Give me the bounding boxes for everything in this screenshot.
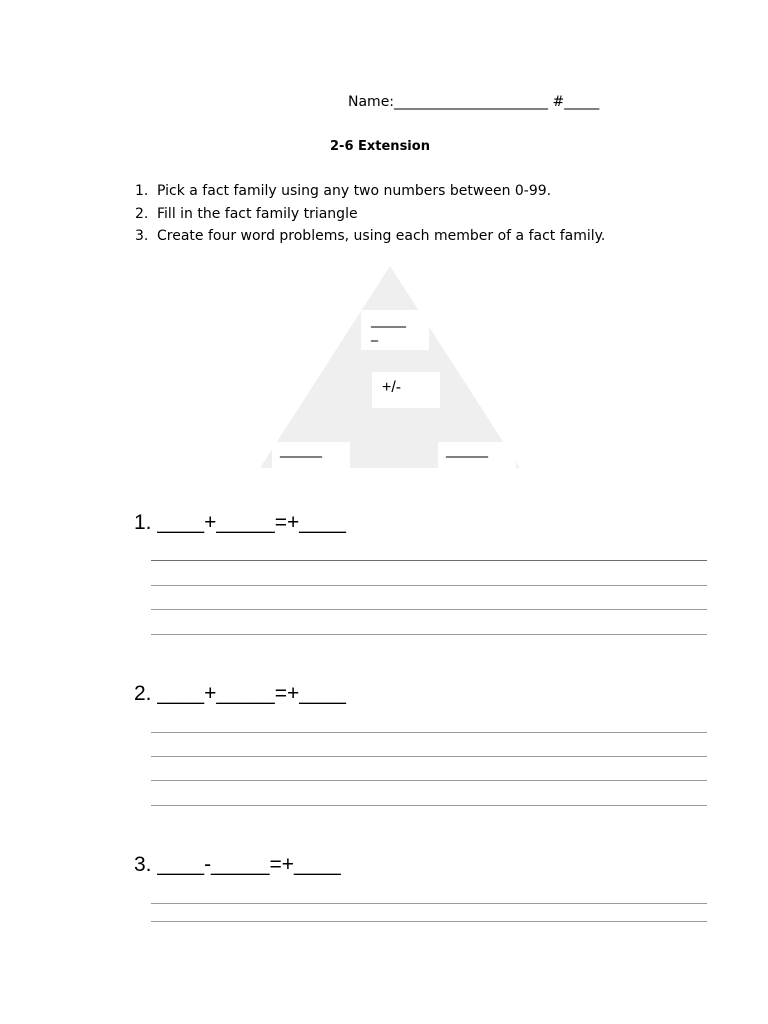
triangle-top-blank-continued: _: [371, 326, 378, 342]
writing-line[interactable]: [151, 756, 707, 757]
instructions-list: [135, 180, 605, 248]
triangle-left-box[interactable]: [272, 442, 350, 468]
triangle-fill: [260, 266, 520, 468]
name-and-number-line: Name:______________________ #_____: [348, 94, 600, 110]
problem-equation: 2. ____+_____=+____: [134, 682, 346, 705]
worksheet-title: 2-6 Extension: [330, 139, 430, 154]
instruction-text: Fill in the fact family triangle: [157, 205, 358, 222]
writing-line[interactable]: [151, 609, 707, 610]
instruction-item: [135, 180, 605, 203]
instruction-number: 2.: [135, 205, 149, 222]
triangle-shape: [258, 266, 522, 468]
triangle-right-blank: ______: [446, 442, 488, 458]
fact-family-triangle: [258, 266, 522, 468]
instruction-text: Pick a fact family using any two numbers between 0-99.: [157, 183, 552, 199]
triangle-top-box[interactable]: [361, 310, 429, 350]
instruction-item: [135, 225, 605, 248]
writing-line[interactable]: [151, 585, 707, 586]
instruction-text: Create four word problems, using each member of a fact family.: [157, 228, 606, 244]
writing-line[interactable]: [151, 921, 707, 922]
writing-line[interactable]: [151, 780, 707, 781]
triangle-top-blank: _____: [371, 312, 406, 328]
instruction-number: 1.: [135, 183, 149, 199]
problem-equation: 3. ____-_____=+____: [134, 853, 341, 876]
triangle-operator-box: [372, 372, 440, 408]
writing-line[interactable]: [151, 560, 707, 561]
problem-equation: 1. ____+_____=+____: [134, 511, 346, 534]
triangle-left-blank: ______: [280, 442, 322, 458]
writing-line[interactable]: [151, 634, 707, 635]
writing-line[interactable]: [151, 732, 707, 733]
instruction-item: [135, 203, 605, 226]
instruction-number: 3.: [135, 228, 149, 244]
writing-line[interactable]: [151, 903, 707, 904]
triangle-right-box[interactable]: [438, 442, 516, 468]
operator-label: +/-: [382, 379, 402, 396]
writing-line[interactable]: [151, 805, 707, 806]
